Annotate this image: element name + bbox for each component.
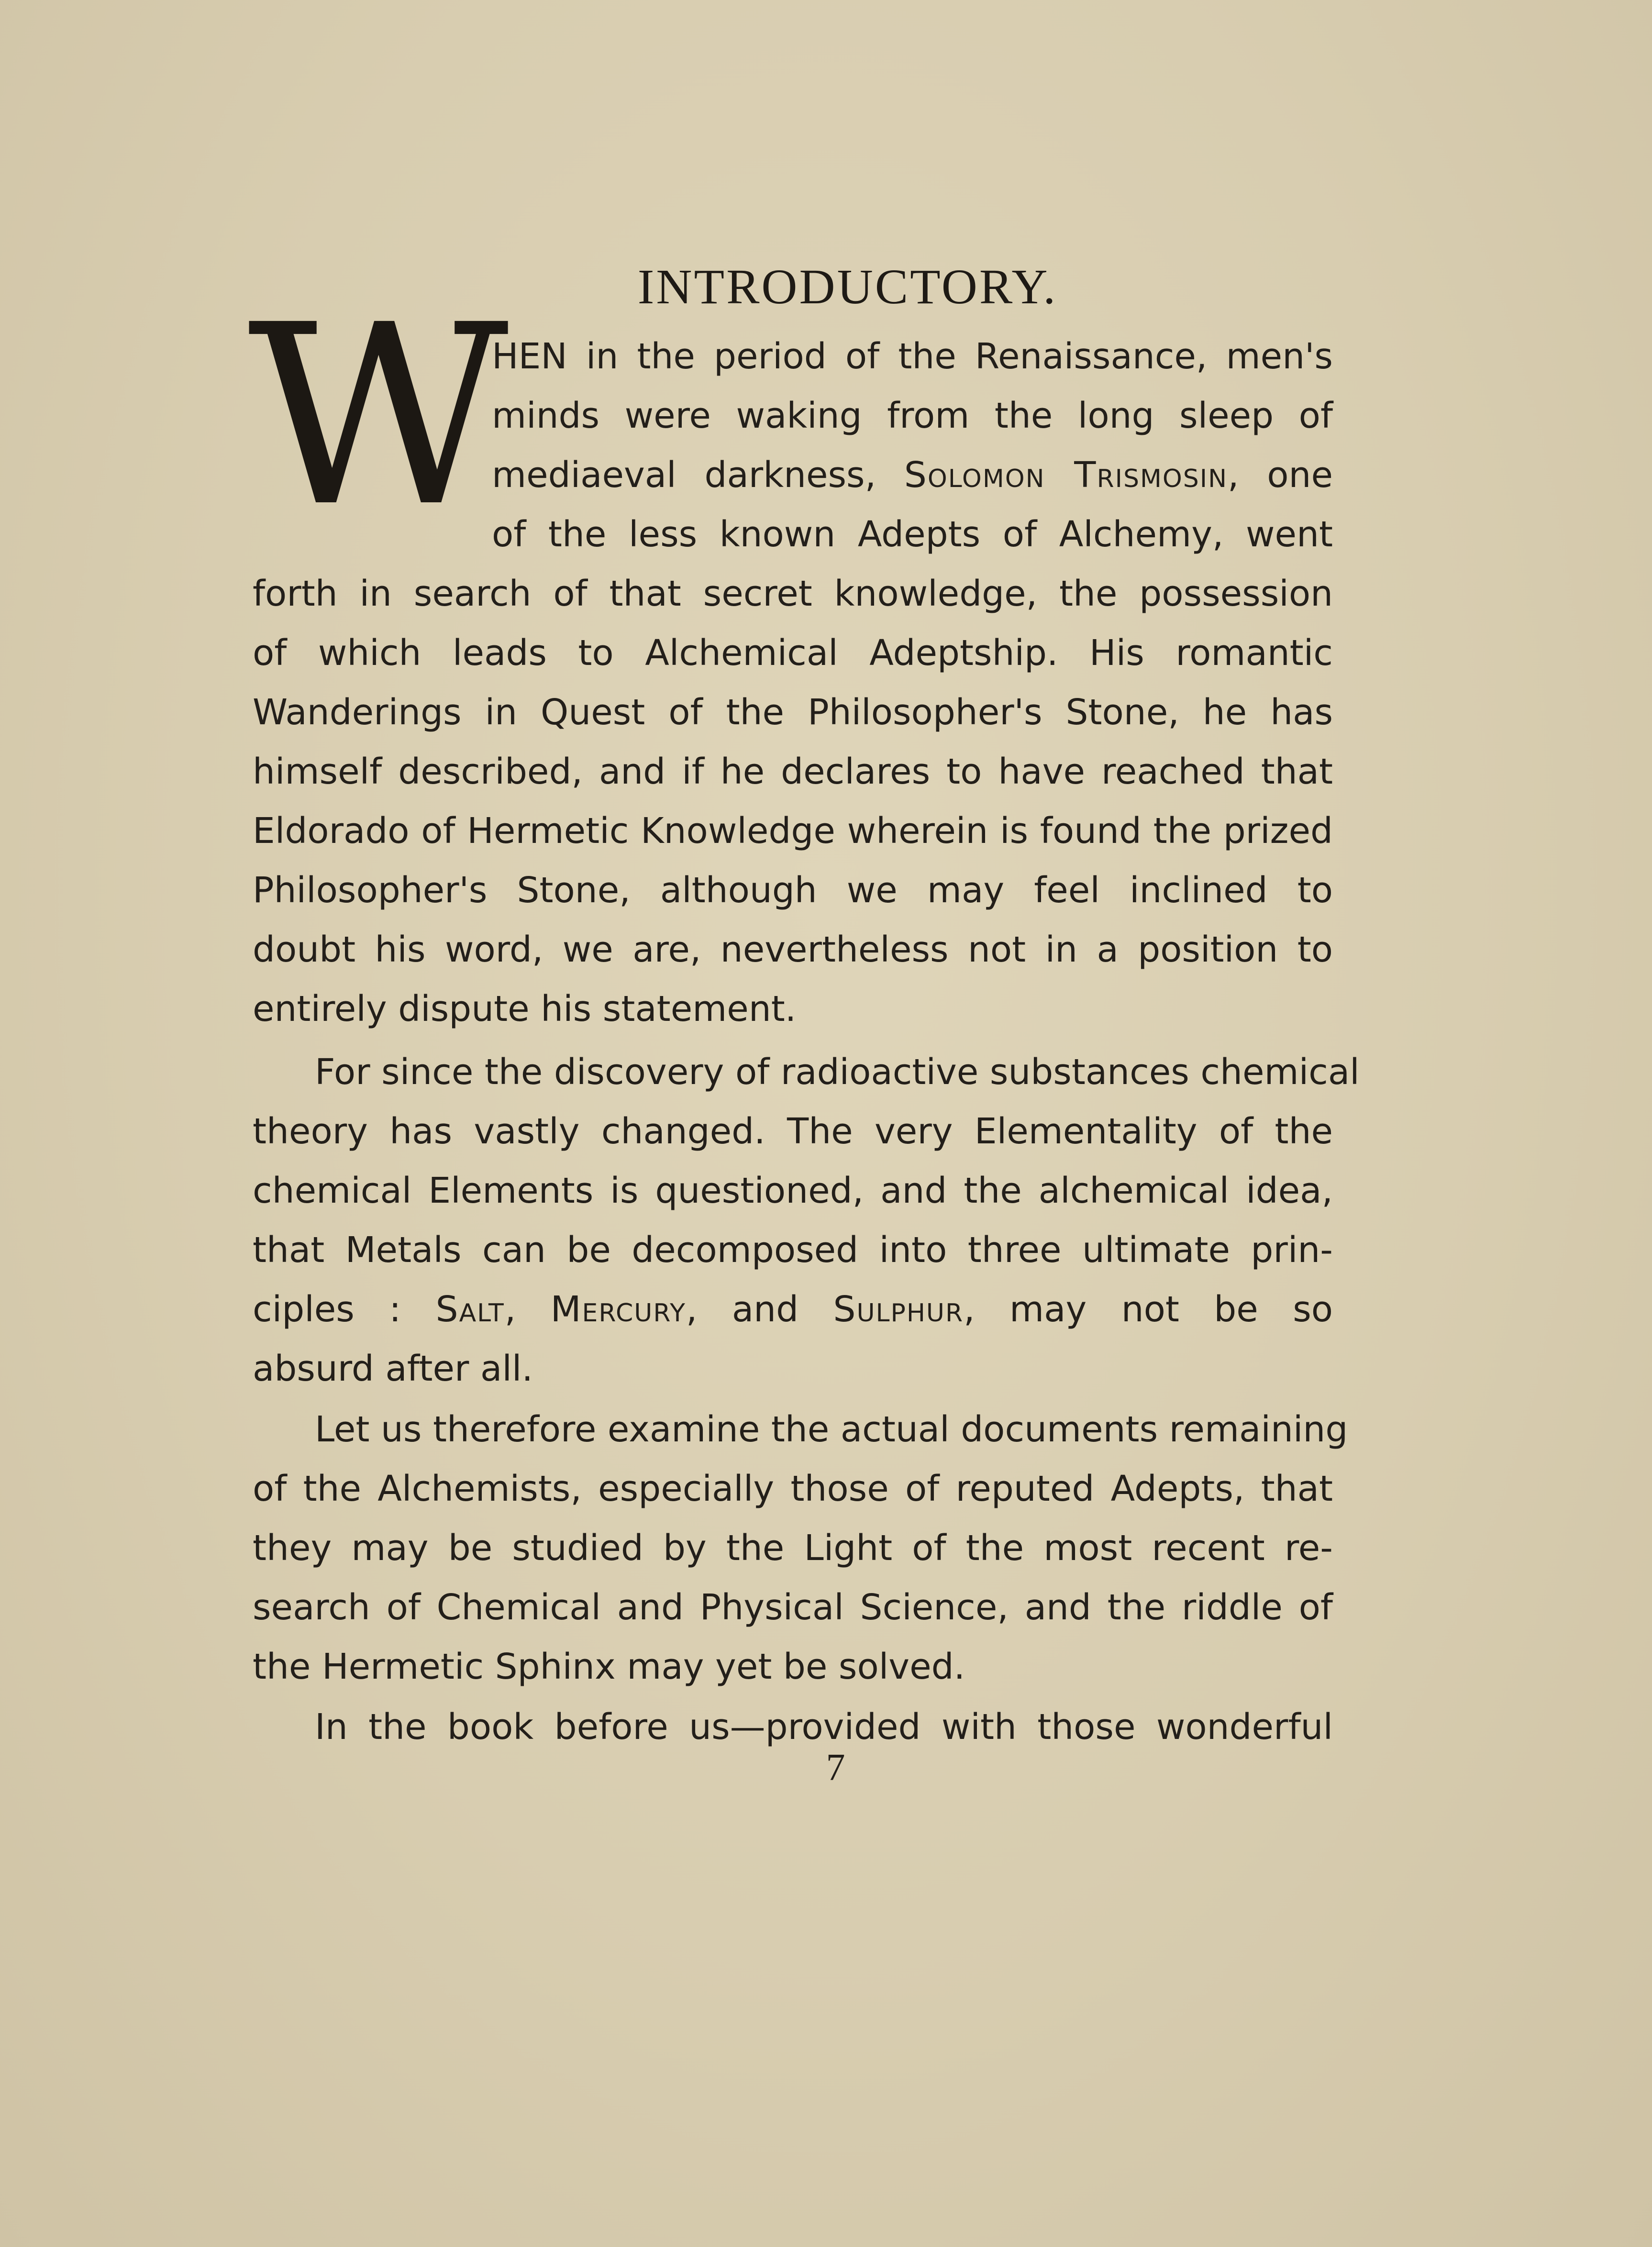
text-segment: , and xyxy=(686,1289,799,1330)
paragraph-3 xyxy=(253,1400,1348,1696)
author-name: Solomon Trismosin xyxy=(904,454,1228,496)
text-line: search of Chemical and Physical Science, and the riddle of xyxy=(253,1587,1333,1628)
text-line: they may be studied by the Light of the most recent re- xyxy=(253,1528,1333,1569)
text-segment: , one xyxy=(1228,454,1333,496)
text-segment: mediaeval darkness, xyxy=(492,454,876,496)
text-line: entirely dispute his statement. xyxy=(253,988,797,1029)
principle-salt: Salt xyxy=(435,1289,505,1330)
text-line: Wanderings in Quest of the Philosopher's Stone, he has xyxy=(253,692,1333,733)
text-line xyxy=(253,1280,1333,1339)
text-line: chemical Elements is questioned, and the alchemical idea, xyxy=(253,1170,1333,1211)
text-line: of which leads to Alchemical Adeptship. His romantic xyxy=(253,632,1333,674)
chapter-heading: INTRODUCTORY. xyxy=(637,259,1058,314)
text-line: In the book before us—provided with those wonderful xyxy=(315,1706,1333,1748)
paragraph-1 xyxy=(253,327,1333,1039)
text-segment: ciples : xyxy=(253,1289,401,1330)
text-line: that Metals can be decomposed into three ultimate prin- xyxy=(253,1229,1333,1271)
text-line: absurd after all. xyxy=(253,1348,533,1389)
principle-mercury: Mercury xyxy=(550,1289,686,1330)
page-number: 7 xyxy=(826,1747,845,1789)
text-line: of the less known Adepts of Alchemy, went xyxy=(492,514,1333,555)
text-line: forth in search of that secret knowledge, the possession xyxy=(253,573,1333,614)
principle-sulphur: Sulphur xyxy=(833,1289,964,1330)
text-line: of the Alchemists, especially those of reputed Adepts, that xyxy=(253,1468,1333,1509)
text-line: HEN in the period of the Renaissance, men's xyxy=(492,336,1333,377)
text-segment: , xyxy=(504,1289,516,1330)
text-line: minds were waking from the long sleep of xyxy=(492,395,1333,436)
drop-cap: W xyxy=(248,271,509,561)
text-line xyxy=(492,445,1333,505)
text-line: Philosopher's Stone, although we may feel inclined to xyxy=(253,870,1333,911)
text-line: For since the discovery of radioactive substances chemical xyxy=(315,1052,1360,1093)
text-line: doubt his word, we are, nevertheless not in a position to xyxy=(253,929,1333,970)
text-line: Eldorado of Hermetic Knowledge wherein is found the prized xyxy=(253,810,1333,852)
text-line: theory has vastly changed. The very Elementality of the xyxy=(253,1111,1333,1152)
text-line: himself described, and if he declares to have reached that xyxy=(253,751,1333,792)
text-line: the Hermetic Sphinx may yet be solved. xyxy=(253,1646,965,1687)
text-segment: , may not be so xyxy=(964,1289,1333,1330)
text-line: Let us therefore examine the actual documents remaining xyxy=(315,1409,1348,1450)
paragraph-2 xyxy=(253,1042,1360,1398)
